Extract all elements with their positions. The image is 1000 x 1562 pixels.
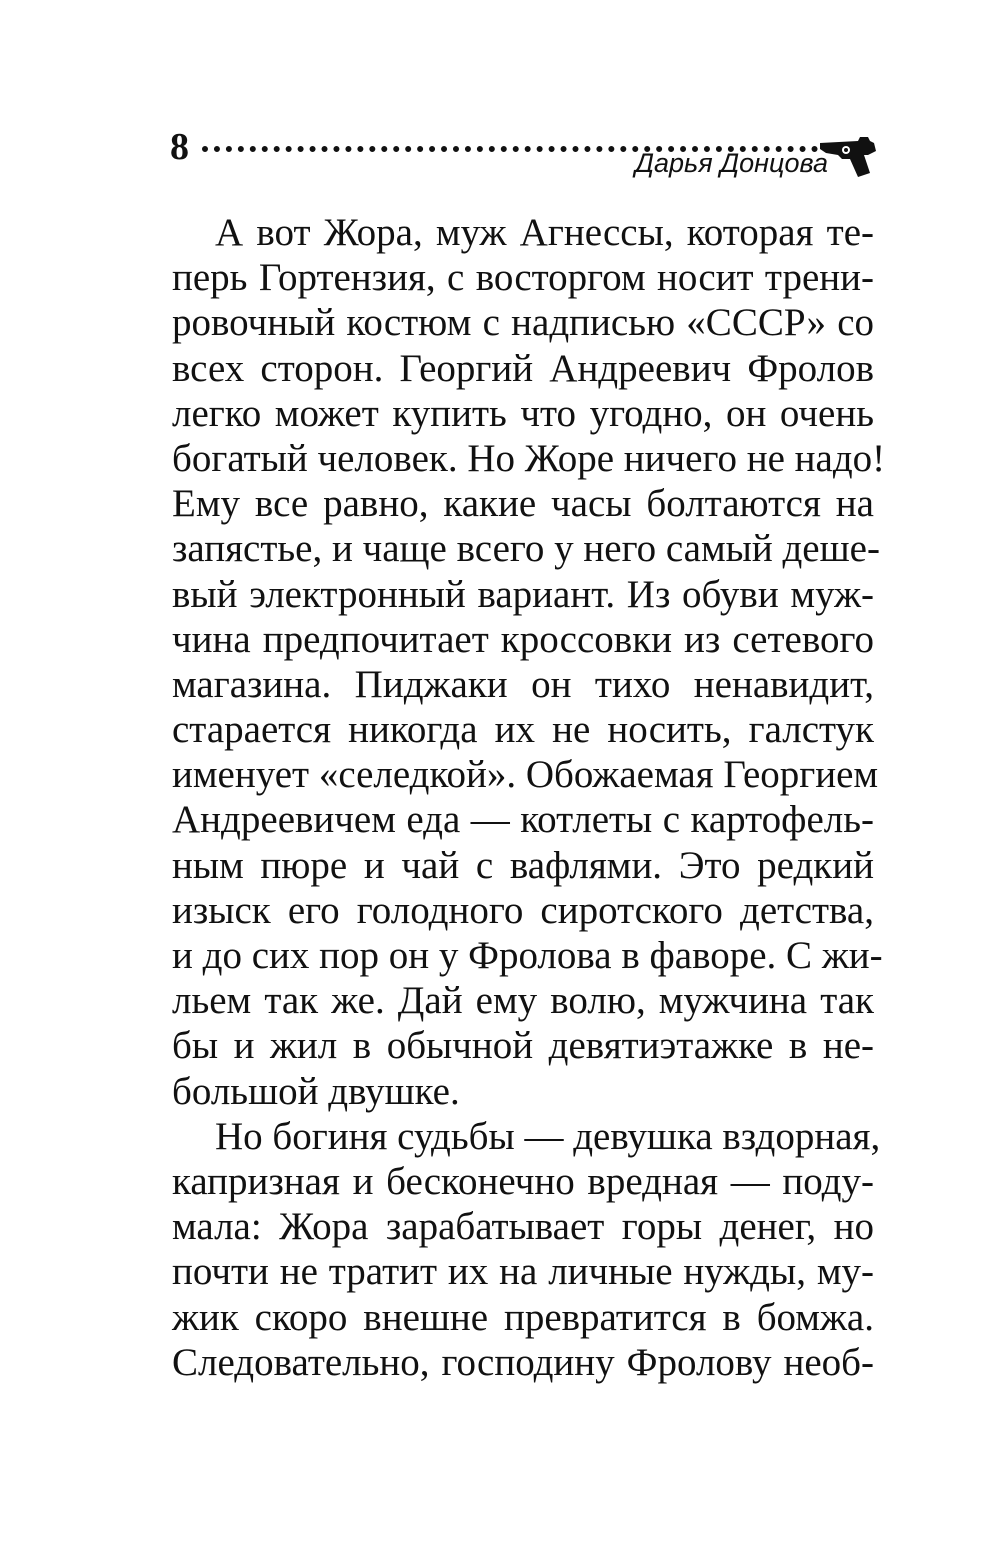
text-line: магазина. Пиджаки он тихо ненавидит, — [172, 662, 874, 706]
text-line: перь Гортензия, с восторгом носит трени- — [172, 256, 874, 300]
text-line: большой двушке. — [172, 1069, 460, 1113]
text-line: льем так же. Дай ему волю, мужчина так — [172, 979, 874, 1023]
text-line: жик скоро внешне превратится в бомжа. — [172, 1295, 874, 1339]
text-line: Следовательно, господину Фролову необ- — [172, 1340, 874, 1384]
revolver-icon — [818, 133, 878, 179]
text-line: именует «селедкой». Обожаемая Георгием — [172, 753, 879, 797]
text-line: Но богиня судьбы — девушка вздорная, — [215, 1114, 881, 1158]
running-head-author: Дарья Донцова — [634, 148, 828, 178]
text-line: капризная и бесконечно вредная — поду- — [172, 1159, 874, 1203]
text-line: мала: Жора зарабатывает горы денег, но — [172, 1205, 874, 1249]
text-line: бы и жил в обычной девятиэтажке в не- — [172, 1024, 874, 1068]
text-line: ровочный костюм с надписью «СССР» со — [172, 301, 874, 345]
text-line: легко может купить что угодно, он очень — [172, 391, 874, 435]
text-line: старается никогда их не носить, галстук — [172, 708, 874, 752]
body-text — [172, 210, 886, 1385]
text-line: изыск его голодного сиротского детства, — [172, 888, 874, 932]
text-line: запястье, и чаще всего у него самый деше- — [172, 527, 880, 571]
text-line: Ему все равно, какие часы болтаются на — [172, 482, 874, 526]
text-line: ным пюре и чай с вафлями. Это редкий — [172, 843, 874, 887]
text-line: вый электронный вариант. Из обуви муж- — [172, 572, 874, 616]
text-line: богатый человек. Но Жоре ничего не надо! — [172, 436, 886, 480]
text-line: чина предпочитает кроссовки из сетевого — [172, 617, 874, 661]
text-line: А вот Жора, муж Агнессы, которая те- — [215, 211, 874, 254]
text-line: всех сторон. Георгий Андреевич Фролов — [172, 346, 874, 390]
text-line: и до сих пор он у Фролова в фаворе. С жи- — [172, 934, 883, 977]
page-number: 8 — [170, 126, 189, 168]
text-line: почти не тратит их на личные нужды, му- — [172, 1250, 874, 1294]
text-line: Андреевичем еда — котлеты с картофель- — [172, 798, 874, 842]
